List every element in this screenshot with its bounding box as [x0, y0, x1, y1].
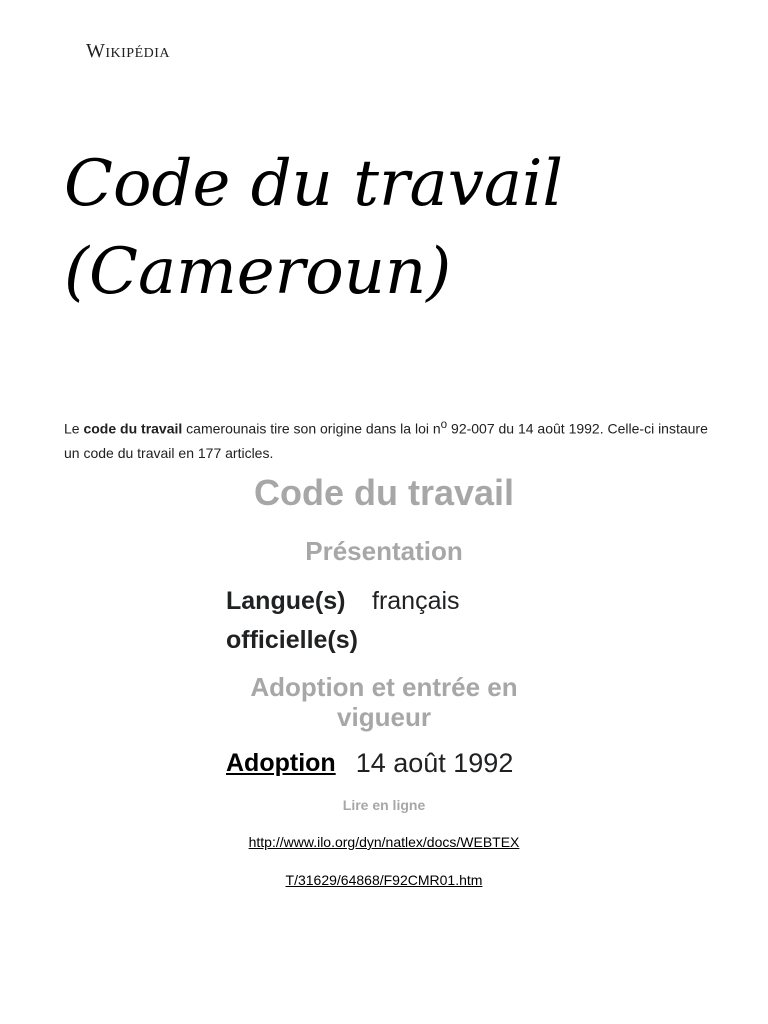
- infobox-caption: Code du travail: [253, 472, 515, 513]
- intro-paragraph: [64, 413, 714, 465]
- infobox-link-line-1[interactable]: http://www.ilo.org/dyn/natlex/docs/WEBTEX: [248, 834, 520, 850]
- infobox-read-online-header: Lire en ligne: [342, 797, 426, 813]
- intro-text-1: camerounais tire son origine dans la loi n: [182, 420, 441, 437]
- wikipedia-wordmark[interactable]: Wikipédia: [86, 40, 171, 62]
- infobox-value-adoption: 14 août 1992: [355, 748, 514, 778]
- intro-superscript: o: [440, 418, 448, 431]
- infobox-label-langue: Langue(s) officielle(s): [226, 587, 358, 654]
- infobox-link-line-2[interactable]: T/31629/64868/F92CMR01.htm: [285, 872, 483, 888]
- infobox-value-langue: français: [372, 587, 460, 615]
- intro-text-2: 92-007 du 14 août 1992. Celle-ci instaure un code du travail en 177 articles.: [64, 420, 708, 461]
- page-title: Code du travail (Cameroun): [64, 147, 563, 309]
- infobox-section-adoption: Adoption et entrée en vigueur: [250, 672, 518, 732]
- infobox-external-link[interactable]: [226, 823, 542, 899]
- infobox-label-adoption-link[interactable]: Adoption: [226, 749, 336, 777]
- infobox: [226, 470, 542, 899]
- infobox-row-adoption: [226, 744, 542, 783]
- intro-bold-term: code du travail: [83, 420, 183, 437]
- infobox-row-langue: [226, 582, 542, 660]
- infobox-section-presentation: Présentation: [305, 536, 463, 566]
- intro-prefix: Le: [64, 420, 84, 437]
